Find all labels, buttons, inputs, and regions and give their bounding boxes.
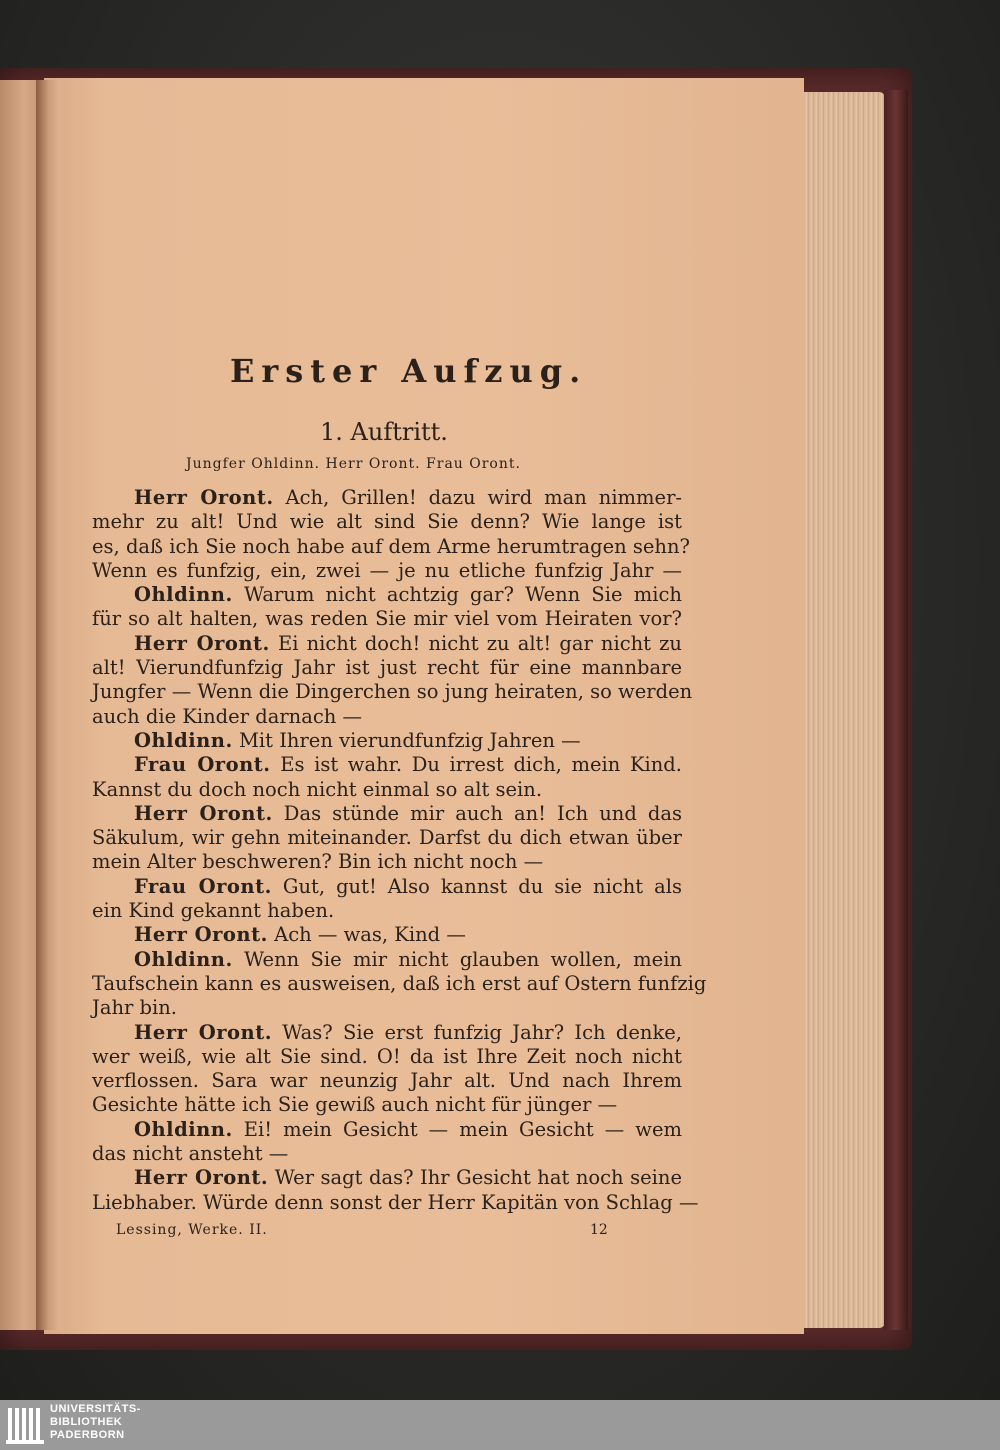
text-line bbox=[92, 680, 693, 704]
library-logo-line: PADERBORN bbox=[50, 1429, 125, 1441]
text-line bbox=[92, 1166, 682, 1190]
speaker-name: Herr Oront. bbox=[134, 631, 270, 655]
text-line bbox=[92, 1190, 699, 1215]
page-gutter bbox=[36, 80, 60, 1330]
text-line bbox=[92, 850, 682, 874]
text-line bbox=[92, 510, 682, 534]
text-line bbox=[92, 802, 682, 826]
speaker-name: Ohldinn. bbox=[134, 728, 233, 752]
line-text: es, daß ich Sie noch habe auf dem Arme herumtragen sehn? bbox=[92, 534, 691, 558]
speaker-name: Ohldinn. bbox=[134, 947, 233, 971]
page-number: 12 bbox=[590, 1222, 608, 1238]
speaker-name: Herr Oront. bbox=[134, 1020, 273, 1044]
library-footer-bar bbox=[0, 1400, 1000, 1450]
library-logo-text bbox=[50, 1403, 141, 1442]
line-text: Wenn Sie mir nicht glauben wollen, mein bbox=[232, 947, 682, 971]
speaker-name: Ohldinn. bbox=[134, 583, 233, 607]
line-text: Jahr bin. bbox=[92, 996, 177, 1020]
cover-edge bbox=[884, 90, 908, 1330]
text-line bbox=[92, 1045, 682, 1069]
line-text: ein Kind gekannt haben. bbox=[92, 899, 335, 923]
line-text: Jungfer — Wenn die Dingerchen so jung heiraten, so werden bbox=[92, 680, 693, 704]
line-text: verflossen. Sara war neunzig Jahr alt. Und nach Ihrem bbox=[92, 1069, 682, 1093]
line-text: Mit Ihren vierundfunfzig Jahren — bbox=[232, 728, 581, 752]
line-text: mehr zu alt! Und wie alt sind Sie denn? Wie lange ist bbox=[92, 510, 682, 534]
text-line bbox=[92, 1069, 682, 1093]
line-text: Ach, Grillen! dazu wird man nimmer- bbox=[273, 486, 682, 509]
speaker-name: Frau Oront. bbox=[134, 874, 272, 898]
line-text: Gesichte hätte ich Sie gewiß auch nicht für jünger — bbox=[92, 1093, 618, 1117]
text-line bbox=[92, 899, 682, 923]
text-line bbox=[92, 607, 682, 631]
text-line bbox=[92, 1118, 682, 1142]
signature-mark: Lessing, Werke. II. bbox=[116, 1222, 268, 1238]
library-logo-line: BIBLIOTHEK bbox=[50, 1416, 123, 1428]
text-line bbox=[92, 996, 682, 1020]
line-text: auch die Kinder darnach — bbox=[92, 704, 363, 728]
text-line bbox=[92, 1142, 682, 1166]
text-line bbox=[92, 778, 682, 802]
text-line bbox=[92, 632, 682, 656]
line-text: Es ist wahr. Du irrest dich, mein Kind. bbox=[270, 753, 682, 777]
line-text: Taufschein kann es ausweisen, daß ich erst auf Ostern funfzig bbox=[92, 971, 707, 995]
line-text: Ei nicht doch! nicht zu alt! gar nicht zu bbox=[269, 631, 682, 655]
line-text: Warum nicht achtzig gar? Wenn Sie mich bbox=[232, 583, 682, 607]
line-text: Kannst du doch noch nicht einmal so alt sein. bbox=[92, 777, 543, 801]
scene-title: 1. Auftritt. bbox=[320, 418, 448, 446]
cast-list: Jungfer Ohldinn. Herr Oront. Frau Oront. bbox=[186, 456, 521, 472]
library-logo-icon bbox=[6, 1404, 46, 1446]
text-line bbox=[92, 1093, 682, 1117]
line-text: mein Alter beschweren? Bin ich nicht noch — bbox=[92, 850, 544, 874]
speaker-name: Herr Oront. bbox=[134, 801, 273, 825]
text-line bbox=[92, 583, 682, 607]
text-line bbox=[92, 923, 682, 947]
line-text: alt! Vierundfunfzig Jahr ist just recht für eine mannbare bbox=[92, 656, 682, 680]
speaker-name: Frau Oront. bbox=[134, 753, 271, 777]
line-text: für so alt halten, was reden Sie mir viel vom Heiraten vor? bbox=[92, 607, 682, 631]
line-text: Ei! mein Gesicht — mein Gesicht — wem bbox=[232, 1117, 682, 1141]
text-line bbox=[92, 705, 682, 729]
text-line bbox=[92, 826, 682, 850]
text-line bbox=[92, 875, 682, 899]
line-text: Das stünde mir auch an! Ich und das bbox=[272, 801, 682, 825]
text-line bbox=[92, 753, 682, 777]
line-text: das nicht ansteht — bbox=[92, 1142, 289, 1166]
line-text: Gut, gut! Also kannst du sie nicht als bbox=[271, 874, 683, 898]
line-text: Wenn es funfzig, ein, zwei — je nu etliche funfzig Jahr — bbox=[92, 558, 682, 582]
dialogue-text bbox=[92, 486, 707, 1215]
speaker-name: Herr Oront. bbox=[134, 1166, 269, 1190]
text-line bbox=[92, 486, 682, 510]
text-line bbox=[92, 729, 682, 753]
line-text: Säkulum, wir gehn miteinander. Darfst du dich etwan über bbox=[92, 826, 682, 850]
left-page-edge bbox=[0, 80, 40, 1330]
text-line bbox=[92, 1021, 682, 1045]
line-text: Ach — was, Kind — bbox=[267, 923, 466, 947]
line-text: Liebhaber. Würde denn sonst der Herr Kapitän von Schlag — bbox=[92, 1190, 699, 1214]
act-title: Erster Aufzug. bbox=[230, 352, 588, 390]
line-text: wer weiß, wie alt Sie sind. O! da ist Ihre Zeit noch nicht bbox=[92, 1044, 682, 1068]
speaker-name: Herr Oront. bbox=[134, 486, 274, 509]
page-block-edges bbox=[795, 92, 885, 1328]
library-logo-line: UNIVERSITÄTS- bbox=[50, 1403, 141, 1415]
text-line bbox=[92, 948, 682, 972]
text-line bbox=[92, 534, 691, 559]
text-line bbox=[92, 559, 682, 583]
text-line bbox=[92, 656, 682, 680]
speaker-name: Herr Oront. bbox=[134, 923, 268, 947]
line-text: Wer sagt das? Ihr Gesicht hat noch seine bbox=[268, 1166, 682, 1190]
line-text: Was? Sie erst funfzig Jahr? Ich denke, bbox=[272, 1020, 682, 1044]
text-line bbox=[92, 971, 707, 996]
speaker-name: Ohldinn. bbox=[134, 1117, 233, 1141]
